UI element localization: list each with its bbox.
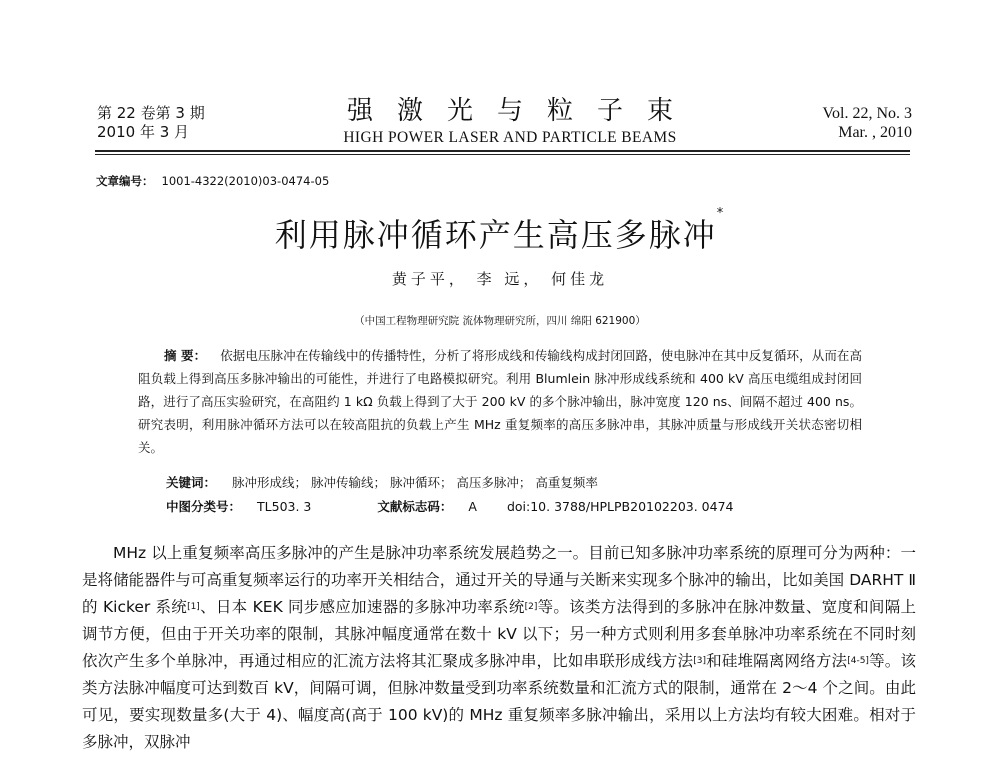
classification bbox=[166, 497, 734, 515]
title-footnote-mark: * bbox=[716, 206, 726, 221]
doc-code-label: 文献标志码： bbox=[377, 499, 453, 514]
volume-en: Vol. 22, No. 3 bbox=[822, 105, 912, 122]
article-number-value: 1001-4322(2010)03-0474-05 bbox=[161, 174, 330, 188]
header-rule-thin bbox=[95, 154, 910, 155]
journal-name bbox=[280, 96, 740, 148]
doc-code-value: A bbox=[468, 499, 477, 514]
journal-title-en: HIGH POWER LASER AND PARTICLE BEAMS bbox=[343, 129, 677, 146]
body-text-5: 等。该类方法脉冲幅度可达到数百 kV，间隔可调，但脉冲数量受到功率系统数量和汇流方式的限制，通常在 2～4 个之间。由此可见，要实现数量多(大于 4)、幅度高(高于 100 kV)的 MHz 重复频率多脉冲输出，采用以上方法均有较大困难。相对于多脉冲，双脉冲 bbox=[82, 652, 916, 751]
affiliation: （中国工程物理研究院 流体物理研究所，四川 绵阳 621900） bbox=[354, 315, 646, 327]
article-number bbox=[96, 173, 329, 189]
issue-info-cn bbox=[97, 104, 205, 142]
body-text-3: 等。该类方法得到的多脉冲在脉冲数量、宽度和间隔上调节方便，但由于开关功率的限制，其脉冲幅度通常在数十 kV 以下；另一种方式则利用多套单脉冲功率系统在不同时刻依次产生多个单脉冲，再通过相应的汇流方法将其汇聚成多脉冲串，比如串联形成线方法 bbox=[82, 598, 916, 670]
clc-value: TL503. 3 bbox=[257, 499, 312, 514]
clc-label: 中图分类号： bbox=[166, 499, 242, 514]
authors: 黄子平， 李 远， 何佳龙 bbox=[391, 270, 609, 288]
citation-1[interactable]: [1] bbox=[187, 602, 200, 612]
date-en: Mar. , 2010 bbox=[838, 124, 912, 141]
abstract-text: 依据电压脉冲在传输线中的传播特性，分析了将形成线和传输线构成封闭回路，使电脉冲在其中反复循环，从而在高阻负载上得到高压多脉冲输出的可能性，并进行了电路模拟研究。利用 Blumlein 脉冲形成线系统和 400 kV 高压电缆组成封闭回路，进行了高压实验研究，在高阻约 1 kΩ 负载上得到了大于 200 kV 的多个脉冲输出，脉冲宽度 120 ns、间隔不超过 400 ns。研究表明，利用脉冲循环方法可以在较高阻抗的负载上产生 MHz 重复频率的高压多脉冲串，其脉冲质量与形成线开关状态密切相关。 bbox=[138, 348, 862, 455]
keywords-label: 关键词： bbox=[166, 475, 217, 490]
issue-info-en bbox=[792, 104, 912, 142]
keywords-value: 脉冲形成线； 脉冲传输线； 脉冲循环； 高压多脉冲； 高重复频率 bbox=[232, 475, 598, 490]
article-number-label: 文章编号： bbox=[96, 174, 154, 188]
abstract-label: 摘 要： bbox=[164, 348, 207, 363]
paper-title bbox=[0, 206, 1000, 256]
header-rule-thick bbox=[95, 150, 910, 152]
paper-title-text: 利用脉冲循环产生高压多脉冲 bbox=[274, 216, 717, 254]
body-paragraph bbox=[82, 540, 916, 756]
date-cn: 2010 年 3 月 bbox=[97, 123, 190, 141]
body-text-4: 和硅堆隔离网络方法 bbox=[705, 652, 848, 670]
volume-cn: 第 22 卷第 3 期 bbox=[97, 104, 205, 122]
doi: doi:10. 3788/HPLPB20102203. 0474 bbox=[506, 499, 734, 514]
journal-title-cn: 强激光与粒子束 bbox=[346, 96, 697, 126]
citation-4-5[interactable]: [4-5] bbox=[847, 656, 869, 666]
body-text-2: 、日本 KEK 同步感应加速器的多脉冲功率系统 bbox=[199, 598, 525, 616]
citation-3[interactable]: [3] bbox=[693, 656, 706, 666]
body-text-1: MHz 以上重复频率高压多脉冲的产生是脉冲功率系统发展趋势之一。目前已知多脉冲功率系统的原理可分为两种：一是将储能器件与可高重复频率运行的功率开关相结合，通过开关的导通与关断来实现多个脉冲的输出，比如美国 DARHT Ⅱ 的 Kicker 系统 bbox=[82, 544, 916, 616]
keywords bbox=[166, 473, 598, 491]
abstract bbox=[138, 344, 862, 459]
citation-2[interactable]: [2] bbox=[524, 602, 538, 612]
